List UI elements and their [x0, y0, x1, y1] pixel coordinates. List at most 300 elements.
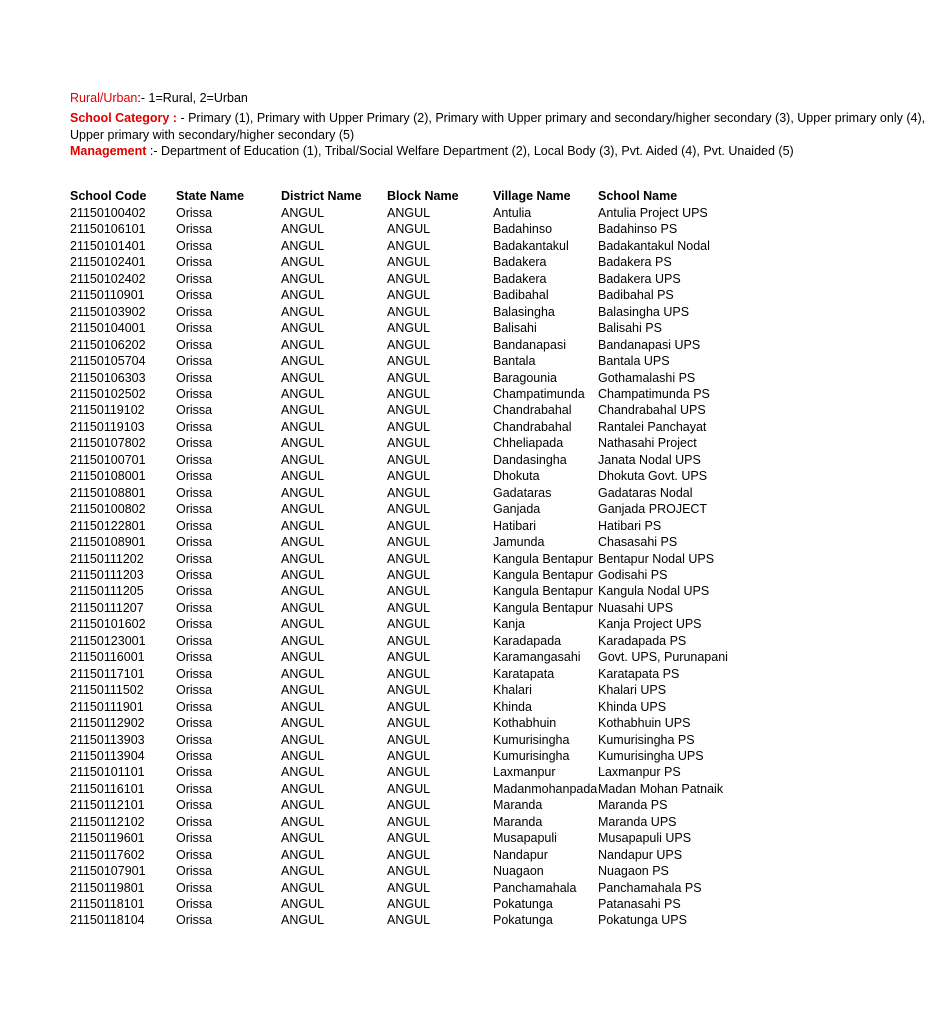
state-name-cell: Orissa [176, 436, 213, 451]
village-name-cell: Kangula Bentapur [493, 567, 594, 582]
village-name-cell: Kothabhuin [493, 716, 557, 731]
block-name-cell: ANGUL [387, 518, 431, 533]
school-name-cell: Badahinso PS [598, 222, 678, 237]
district-name-cell: ANGUL [281, 238, 325, 253]
school-code-cell: 21150118104 [70, 913, 145, 928]
state-name-cell: Orissa [176, 864, 213, 879]
school-code-cell: 21150111203 [70, 567, 144, 582]
district-name-cell: ANGUL [281, 913, 325, 928]
district-name-cell: ANGUL [281, 452, 325, 467]
state-name-cell: Orissa [176, 288, 213, 303]
school-code-cell: 21150119103 [70, 419, 145, 434]
village-name-cell: Kanja [493, 617, 525, 632]
state-name-cell: Orissa [176, 337, 213, 352]
district-name-cell: ANGUL [281, 436, 325, 451]
school-name-cell: Godisahi PS [598, 567, 668, 582]
table-row [70, 386, 702, 402]
school-name-cell: Kangula Nodal UPS [598, 584, 710, 599]
school-name-cell: Nuasahi UPS [598, 600, 674, 615]
school-code-cell: 21150117602 [70, 847, 145, 862]
table-row [70, 205, 702, 221]
village-name-cell: Musapapuli [493, 831, 557, 846]
school-name-cell: Kumurisingha UPS [598, 748, 704, 763]
block-name-cell: ANGUL [387, 567, 431, 582]
school-name-cell: Dhokuta Govt. UPS [598, 469, 708, 484]
school-code-cell: 21150106101 [70, 222, 146, 237]
school-name-cell: Badakantakul Nodal [598, 238, 710, 253]
header-district-name: District Name [281, 188, 362, 203]
table-row [70, 238, 702, 254]
block-name-cell: ANGUL [387, 222, 431, 237]
school-code-cell: 21150119801 [70, 880, 145, 895]
school-code-cell: 21150111901 [70, 699, 144, 714]
school-name-cell: Balasingha UPS [598, 304, 690, 319]
village-name-cell: Badibahal [493, 288, 549, 303]
school-code-cell: 21150101602 [70, 617, 146, 632]
school-code-cell: 21150122801 [70, 518, 146, 533]
district-name-cell: ANGUL [281, 880, 325, 895]
state-name-cell: Orissa [176, 666, 213, 681]
state-name-cell: Orissa [176, 206, 213, 220]
block-name-cell: ANGUL [387, 469, 431, 484]
school-name-cell: Maranda PS [598, 798, 668, 813]
district-name-cell: ANGUL [281, 386, 325, 401]
block-name-cell: ANGUL [387, 485, 431, 500]
state-name-cell: Orissa [176, 321, 213, 336]
state-name-cell: Orissa [176, 271, 213, 286]
village-name-cell: Madanmohanpada [493, 781, 598, 796]
block-name-cell: ANGUL [387, 666, 431, 681]
village-name-cell: Khalari [493, 683, 532, 698]
block-name-cell: ANGUL [387, 600, 431, 615]
state-name-cell: Orissa [176, 403, 213, 418]
school-code-cell: 21150102401 [70, 255, 146, 270]
block-name-cell: ANGUL [387, 386, 431, 401]
block-name-cell: ANGUL [387, 897, 431, 912]
block-name-cell: ANGUL [387, 831, 431, 846]
village-name-cell: Badakantakul [493, 238, 569, 253]
village-name-cell: Khinda [493, 699, 532, 714]
district-name-cell: ANGUL [281, 567, 325, 582]
table-row [70, 880, 702, 896]
table-row [70, 485, 702, 501]
village-name-cell: Chandrabahal [493, 419, 572, 434]
district-name-cell: ANGUL [281, 304, 325, 319]
table-row [70, 468, 702, 484]
district-name-cell: ANGUL [281, 617, 325, 632]
district-name-cell: ANGUL [281, 551, 325, 566]
block-name-cell: ANGUL [387, 913, 431, 928]
village-name-cell: Champatimunda [493, 386, 585, 401]
block-name-cell: ANGUL [387, 535, 431, 550]
table-row [70, 534, 702, 550]
state-name-cell: Orissa [176, 452, 213, 467]
table-row [70, 830, 702, 846]
table-row [70, 452, 702, 468]
block-name-cell: ANGUL [387, 584, 431, 599]
village-name-cell: Kumurisingha [493, 732, 570, 747]
block-name-cell: ANGUL [387, 271, 431, 286]
village-name-cell: Karamangasahi [493, 650, 581, 665]
village-name-cell: Panchamahala [493, 880, 577, 895]
school-name-cell: Chandrabahal UPS [598, 403, 706, 418]
table-row [70, 764, 702, 780]
district-name-cell: ANGUL [281, 518, 325, 533]
district-name-cell: ANGUL [281, 600, 325, 615]
village-name-cell: Chheliapada [493, 436, 564, 451]
school-name-cell: Hatibari PS [598, 518, 662, 533]
table-row [70, 715, 702, 731]
school-name-cell: Laxmanpur PS [598, 765, 681, 780]
block-name-cell: ANGUL [387, 255, 431, 270]
block-name-cell: ANGUL [387, 452, 431, 467]
table-row [70, 666, 702, 682]
block-name-cell: ANGUL [387, 716, 431, 731]
village-name-cell: Maranda [493, 798, 543, 813]
state-name-cell: Orissa [176, 238, 213, 253]
village-name-cell: Laxmanpur [493, 765, 556, 780]
district-name-cell: ANGUL [281, 798, 325, 813]
table-row [70, 748, 702, 764]
state-name-cell: Orissa [176, 748, 213, 763]
district-name-cell: ANGUL [281, 469, 325, 484]
village-name-cell: Badakera [493, 255, 547, 270]
rural-urban-label: Rural/Urban [70, 91, 138, 105]
table-row [70, 353, 702, 369]
state-name-cell: Orissa [176, 551, 213, 566]
school-category-label: School Category : [70, 111, 177, 125]
district-name-cell: ANGUL [281, 337, 325, 352]
school-name-cell: Bandanapasi UPS [598, 337, 701, 352]
table-row [70, 337, 702, 353]
village-name-cell: Gadataras [493, 485, 552, 500]
state-name-cell: Orissa [176, 567, 213, 582]
state-name-cell: Orissa [176, 650, 213, 665]
state-name-cell: Orissa [176, 584, 213, 599]
school-table [70, 187, 728, 929]
table-row [70, 551, 702, 567]
school-name-cell: Bantala UPS [598, 354, 670, 369]
village-name-cell: Chandrabahal [493, 403, 572, 418]
school-code-cell: 21150108801 [70, 485, 146, 500]
district-name-cell: ANGUL [281, 864, 325, 879]
state-name-cell: Orissa [176, 222, 213, 237]
school-code-cell: 21150106303 [70, 370, 146, 385]
block-name-cell: ANGUL [387, 321, 431, 336]
table-row [70, 419, 702, 435]
school-code-cell: 21150113904 [70, 748, 145, 763]
block-name-cell: ANGUL [387, 337, 431, 352]
village-name-cell: Badakera [493, 271, 547, 286]
district-name-cell: ANGUL [281, 716, 325, 731]
state-name-cell: Orissa [176, 469, 213, 484]
district-name-cell: ANGUL [281, 485, 325, 500]
school-code-cell: 21150100701 [70, 452, 146, 467]
table-row [70, 583, 702, 599]
school-code-cell: 21150116001 [70, 650, 145, 665]
district-name-cell: ANGUL [281, 765, 325, 780]
state-name-cell: Orissa [176, 880, 213, 895]
district-name-cell: ANGUL [281, 748, 325, 763]
school-code-cell: 21150113903 [70, 732, 145, 747]
school-code-cell: 21150106202 [70, 337, 146, 352]
block-name-cell: ANGUL [387, 650, 431, 665]
state-name-cell: Orissa [176, 633, 213, 648]
block-name-cell: ANGUL [387, 403, 431, 418]
school-code-cell: 21150112902 [70, 716, 145, 731]
state-name-cell: Orissa [176, 370, 213, 385]
school-code-cell: 21150123001 [70, 633, 146, 648]
village-name-cell: Baragounia [493, 370, 557, 385]
state-name-cell: Orissa [176, 485, 213, 500]
block-name-cell: ANGUL [387, 880, 431, 895]
school-code-cell: 21150102502 [70, 386, 146, 401]
school-code-cell: 21150110901 [70, 288, 145, 303]
school-category-text: - Primary (1), Primary with Upper Primary (2), Primary with Upper primary and secondary/higher secondary (3), Upper primary only (4), [176, 111, 925, 125]
school-name-cell: Bentapur Nodal UPS [598, 551, 715, 566]
school-code-cell: 21150102402 [70, 271, 146, 286]
village-name-cell: Pokatunga [493, 913, 553, 928]
state-name-cell: Orissa [176, 617, 213, 632]
school-code-cell: 21150116101 [70, 781, 145, 796]
management-legend [70, 143, 794, 160]
header-school-code: School Code [70, 188, 147, 203]
school-name-cell: Badakera UPS [598, 271, 681, 286]
village-name-cell: Pokatunga [493, 897, 553, 912]
school-code-cell: 21150112101 [70, 798, 145, 813]
state-name-cell: Orissa [176, 304, 213, 319]
table-row [70, 435, 702, 451]
table-row [70, 287, 702, 303]
district-name-cell: ANGUL [281, 633, 325, 648]
village-name-cell: Nandapur [493, 847, 548, 862]
school-name-cell: Balisahi PS [598, 321, 662, 336]
block-name-cell: ANGUL [387, 617, 431, 632]
school-name-cell: Gadataras Nodal [598, 485, 693, 500]
school-name-cell: Kumurisingha PS [598, 732, 695, 747]
district-name-cell: ANGUL [281, 288, 325, 303]
block-name-cell: ANGUL [387, 732, 431, 747]
header-block-name: Block Name [387, 188, 459, 203]
table-row [70, 633, 702, 649]
table-row [70, 254, 702, 270]
block-name-cell: ANGUL [387, 551, 431, 566]
block-name-cell: ANGUL [387, 765, 431, 780]
block-name-cell: ANGUL [387, 748, 431, 763]
school-name-cell: Nathasahi Project [598, 436, 697, 451]
table-row [70, 847, 702, 863]
school-code-cell: 21150111502 [70, 683, 144, 698]
table-row [70, 518, 702, 534]
block-name-cell: ANGUL [387, 288, 431, 303]
state-name-cell: Orissa [176, 699, 213, 714]
table-row [70, 501, 702, 517]
block-name-cell: ANGUL [387, 847, 431, 862]
district-name-cell: ANGUL [281, 650, 325, 665]
district-name-cell: ANGUL [281, 814, 325, 829]
district-name-cell: ANGUL [281, 321, 325, 336]
school-name-cell: Karadapada PS [598, 633, 687, 648]
school-name-cell: Badibahal PS [598, 288, 674, 303]
district-name-cell: ANGUL [281, 370, 325, 385]
block-name-cell: ANGUL [387, 781, 431, 796]
school-category-text-2: Upper primary with secondary/higher secondary (5) [70, 127, 355, 142]
block-name-cell: ANGUL [387, 814, 431, 829]
village-name-cell: Balisahi [493, 321, 537, 336]
village-name-cell: Kangula Bentapur [493, 600, 594, 615]
block-name-cell: ANGUL [387, 633, 431, 648]
school-name-cell: Maranda UPS [598, 814, 677, 829]
table-row [70, 682, 702, 698]
village-name-cell: Nuagaon [493, 864, 544, 879]
state-name-cell: Orissa [176, 502, 213, 517]
district-name-cell: ANGUL [281, 419, 325, 434]
district-name-cell: ANGUL [281, 222, 325, 237]
block-name-cell: ANGUL [387, 238, 431, 253]
district-name-cell: ANGUL [281, 502, 325, 517]
school-code-cell: 21150103902 [70, 304, 146, 319]
block-name-cell: ANGUL [387, 419, 431, 434]
village-name-cell: Maranda [493, 814, 543, 829]
school-code-cell: 21150119601 [70, 831, 145, 846]
table-header-row [70, 187, 702, 205]
district-name-cell: ANGUL [281, 255, 325, 270]
district-name-cell: ANGUL [281, 699, 325, 714]
village-name-cell: Kangula Bentapur [493, 584, 594, 599]
district-name-cell: ANGUL [281, 403, 325, 418]
table-row [70, 370, 702, 386]
legend [70, 90, 925, 160]
school-code-cell: 21150111205 [70, 584, 144, 599]
table-row [70, 221, 702, 237]
state-name-cell: Orissa [176, 518, 213, 533]
state-name-cell: Orissa [176, 716, 213, 731]
state-name-cell: Orissa [176, 913, 213, 928]
school-name-cell: Chasasahi PS [598, 535, 678, 550]
table-body [70, 205, 728, 929]
block-name-cell: ANGUL [387, 206, 431, 220]
table-row [70, 649, 702, 665]
state-name-cell: Orissa [176, 781, 213, 796]
table-row [70, 912, 702, 928]
table-row [70, 402, 702, 418]
district-name-cell: ANGUL [281, 847, 325, 862]
school-name-cell: Panchamahala PS [598, 880, 702, 895]
block-name-cell: ANGUL [387, 699, 431, 714]
school-name-cell: Musapapuli UPS [598, 831, 692, 846]
district-name-cell: ANGUL [281, 732, 325, 747]
district-name-cell: ANGUL [281, 683, 325, 698]
state-name-cell: Orissa [176, 798, 213, 813]
school-code-cell: 21150119102 [70, 403, 145, 418]
district-name-cell: ANGUL [281, 271, 325, 286]
school-code-cell: 21150108901 [70, 535, 146, 550]
state-name-cell: Orissa [176, 847, 213, 862]
district-name-cell: ANGUL [281, 781, 325, 796]
school-code-cell: 21150108001 [70, 469, 146, 484]
table-row [70, 616, 702, 632]
district-name-cell: ANGUL [281, 206, 325, 220]
school-name-cell: Badakera PS [598, 255, 672, 270]
header-school-name: School Name [598, 188, 678, 203]
block-name-cell: ANGUL [387, 436, 431, 451]
district-name-cell: ANGUL [281, 897, 325, 912]
village-name-cell: Jamunda [493, 535, 545, 550]
school-name-cell: Gothamalashi PS [598, 370, 696, 385]
block-name-cell: ANGUL [387, 683, 431, 698]
school-category-legend [70, 110, 925, 127]
school-name-cell: Madan Mohan Patnaik [598, 781, 724, 796]
school-name-cell: Champatimunda PS [598, 386, 710, 401]
village-name-cell: Ganjada [493, 502, 541, 517]
school-code-cell: 21150100402 [70, 206, 146, 220]
management-text: :- Department of Education (1), Tribal/Social Welfare Department (2), Local Body (3), Pvt. Aided (4), Pvt. Unaided (5) [146, 144, 794, 158]
village-name-cell: Karatapata [493, 666, 555, 681]
school-code-cell: 21150111207 [70, 600, 144, 615]
state-name-cell: Orissa [176, 831, 213, 846]
state-name-cell: Orissa [176, 683, 213, 698]
table-row [70, 600, 702, 616]
school-code-cell: 21150107802 [70, 436, 146, 451]
village-name-cell: Badahinso [493, 222, 553, 237]
table-row [70, 699, 702, 715]
district-name-cell: ANGUL [281, 584, 325, 599]
state-name-cell: Orissa [176, 419, 213, 434]
school-name-cell: Govt. UPS, Purunapani [598, 650, 728, 665]
school-name-cell: Antulia Project UPS [598, 206, 708, 220]
table-row [70, 732, 702, 748]
village-name-cell: Dhokuta [493, 469, 540, 484]
school-name-cell: Karatapata PS [598, 666, 680, 681]
school-code-cell: 21150104001 [70, 321, 146, 336]
district-name-cell: ANGUL [281, 354, 325, 369]
table-row [70, 896, 702, 912]
rural-urban-legend [70, 90, 702, 107]
school-name-cell: Nandapur UPS [598, 847, 683, 862]
village-name-cell: Bantala [493, 354, 536, 369]
table-row [70, 797, 702, 813]
table-row [70, 781, 702, 797]
school-code-cell: 21150105704 [70, 354, 146, 369]
table-row [70, 567, 702, 583]
village-name-cell: Balasingha [493, 304, 555, 319]
school-code-cell: 21150112102 [70, 814, 145, 829]
table-row [70, 863, 702, 879]
village-name-cell: Kumurisingha [493, 748, 570, 763]
district-name-cell: ANGUL [281, 666, 325, 681]
block-name-cell: ANGUL [387, 304, 431, 319]
village-name-cell: Dandasingha [493, 452, 567, 467]
school-code-cell: 21150100802 [70, 502, 146, 517]
village-name-cell: Bandanapasi [493, 337, 566, 352]
block-name-cell: ANGUL [387, 502, 431, 517]
block-name-cell: ANGUL [387, 354, 431, 369]
rural-urban-text: :- 1=Rural, 2=Urban [137, 91, 248, 105]
district-name-cell: ANGUL [281, 535, 325, 550]
table-row [70, 304, 702, 320]
school-code-cell: 21150118101 [70, 897, 145, 912]
table-row [70, 271, 702, 287]
table-row [70, 814, 702, 830]
village-name-cell: Kangula Bentapur [493, 551, 594, 566]
school-name-cell: Kanja Project UPS [598, 617, 702, 632]
state-name-cell: Orissa [176, 814, 213, 829]
school-name-cell: Khinda UPS [598, 699, 667, 714]
school-name-cell: Nuagaon PS [598, 864, 669, 879]
block-name-cell: ANGUL [387, 370, 431, 385]
school-code-cell: 21150101101 [70, 765, 145, 780]
school-name-cell: Janata Nodal UPS [598, 452, 701, 467]
